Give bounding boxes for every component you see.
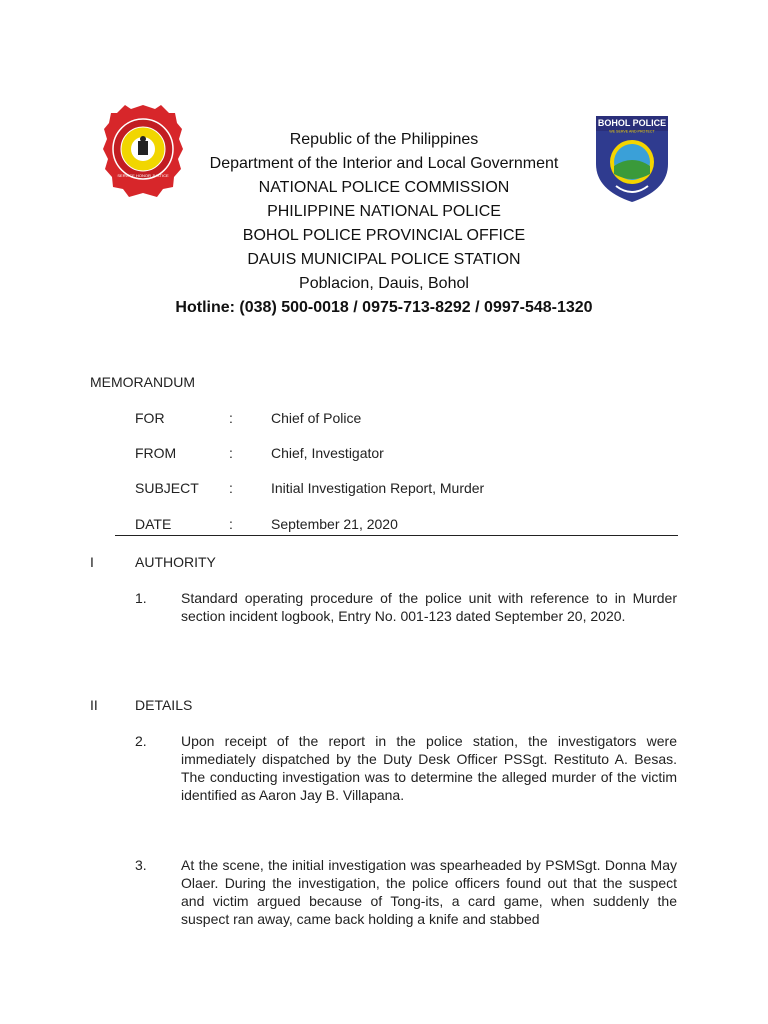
memo-subject-value: Initial Investigation Report, Murder [271,480,485,496]
memo-divider [115,535,678,536]
document-header [0,128,768,320]
memo-date-value: September 21, 2020 [271,516,398,532]
header-napolcom: NATIONAL POLICE COMMISSION [258,179,510,196]
memo-date-colon: : [229,516,233,532]
memo-date-key: DATE [135,516,172,532]
bohol-seal-banner: BOHOL POLICE [597,118,667,128]
item-3-number: 3. [135,857,147,873]
memo-for-value: Chief of Police [271,410,362,426]
pnp-seal-bottom-text: SERVICE HONOR JUSTICE [117,173,169,178]
header-pnp: PHILIPPINE NATIONAL POLICE [267,203,501,220]
section-1-title: AUTHORITY [135,554,216,570]
item-3-text: At the scene, the initial investigation was spearheaded by PSMSgt. Donna May Olaer. During the investigation, the police officers found out that the suspect and victim argued because of Tong-its, a card game, when suddenly the suspect ran away, came back holding a knife and stabbed [181,857,677,927]
section-2-title: DETAILS [135,697,193,713]
memo-for-key: FOR [135,410,165,426]
section-2-number: II [90,697,98,713]
header-hotline: Hotline: (038) 500-0018 / 0975-713-8292 / 0997-548-1320 [175,299,593,316]
memo-from-key: FROM [135,445,177,461]
memo-for-colon: : [229,410,233,426]
header-department: Department of the Interior and Local Government [209,155,559,172]
header-provincial-office: BOHOL POLICE PROVINCIAL OFFICE [242,227,526,244]
memo-subject-colon: : [229,480,233,496]
item-1-number: 1. [135,590,147,606]
item-1-text: Standard operating procedure of the police unit with reference to in Murder section incident logbook, Entry No. 001-123 dated September 20, 2020. [181,590,677,624]
item-2-text: Upon receipt of the report in the police station, the investigators were immediately dispatched by the Duty Desk Officer PSSgt. Restituto A. Besas. The conducting investigation was to determine the alleged murder of the victim identified as Aaron Jay B. Villapana. [181,733,677,803]
memo-subject-key: SUBJECT [135,480,199,496]
bohol-seal-motto: WE SERVE AND PROTECT [609,129,655,134]
header-address: Poblacion, Dauis, Bohol [299,275,469,292]
section-1-number: I [90,554,94,570]
header-municipal-station: DAUIS MUNICIPAL POLICE STATION [247,251,521,268]
memo-from-colon: : [229,445,233,461]
header-republic: Republic of the Philippines [289,131,479,148]
memo-from-value: Chief, Investigator [271,445,384,461]
item-2-number: 2. [135,733,147,749]
memorandum-label: MEMORANDUM [90,374,195,390]
